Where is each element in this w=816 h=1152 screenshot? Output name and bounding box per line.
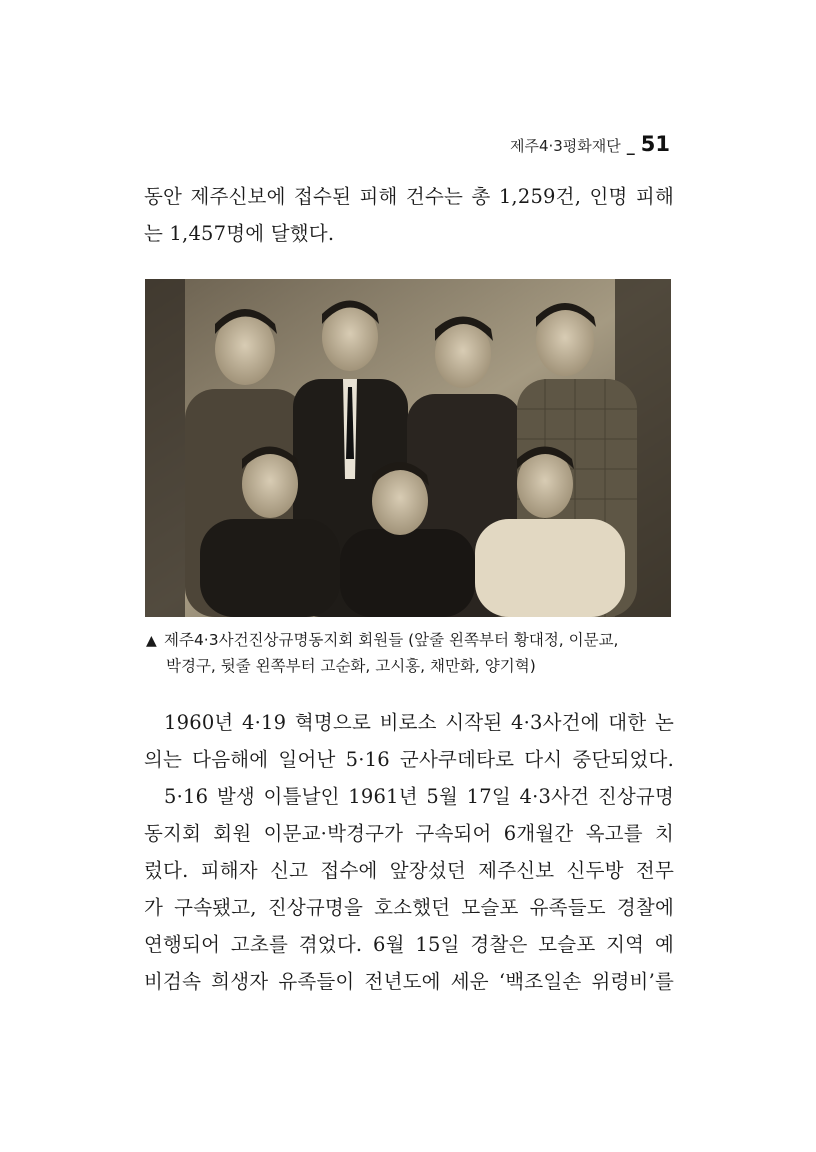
text-line: 동지회 회원 이문교·박경구가 구속되어 6개월간 옥고를 치 bbox=[144, 822, 674, 845]
header-title: 제주4·3평화재단 bbox=[509, 137, 621, 155]
photo-caption bbox=[146, 628, 686, 679]
text-line: 렀다. 피해자 신고 접수에 앞장섰던 제주신보 신두방 전무 bbox=[144, 859, 674, 882]
text-line: 동안 제주신보에 접수된 피해 건수는 총 1,259건, 인명 피해 bbox=[144, 185, 674, 208]
header-separator: _ bbox=[626, 136, 635, 155]
body-paragraph-1 bbox=[144, 704, 674, 778]
intro-paragraph bbox=[144, 178, 674, 252]
group-photo bbox=[145, 279, 671, 617]
text-line: 는 1,457명에 달했다. bbox=[144, 222, 335, 245]
text-line: 가 구속됐고, 진상규명을 호소했던 모슬포 유족들도 경찰에 bbox=[144, 896, 674, 919]
running-header bbox=[510, 132, 670, 156]
page-number: 51 bbox=[640, 132, 670, 156]
text-line: 연행되어 고초를 겪었다. 6월 15일 경찰은 모슬포 지역 예 bbox=[144, 933, 674, 956]
triangle-marker-icon: ▲ bbox=[146, 633, 157, 649]
text-line: 1960년 4·19 혁명으로 비로소 시작된 4·3사건에 대한 논 bbox=[164, 711, 674, 734]
body-paragraph-2 bbox=[144, 778, 674, 1000]
caption-line: 박경구, 뒷줄 왼쪽부터 고순화, 고시홍, 채만화, 양기혁) bbox=[166, 657, 536, 675]
text-line: 의는 다음해에 일어난 5·16 군사쿠데타로 다시 중단되었다. bbox=[144, 748, 674, 771]
caption-line: 제주4·3사건진상규명동지회 회원들 (앞줄 왼쪽부터 황대정, 이문교, bbox=[164, 631, 619, 649]
text-line: 비검속 희생자 유족들이 전년도에 세운 ‘백조일손 위령비’를 bbox=[144, 970, 674, 993]
group-photo-image bbox=[145, 279, 671, 617]
text-line: 5·16 발생 이틀날인 1961년 5월 17일 4·3사건 진상규명 bbox=[164, 785, 674, 808]
